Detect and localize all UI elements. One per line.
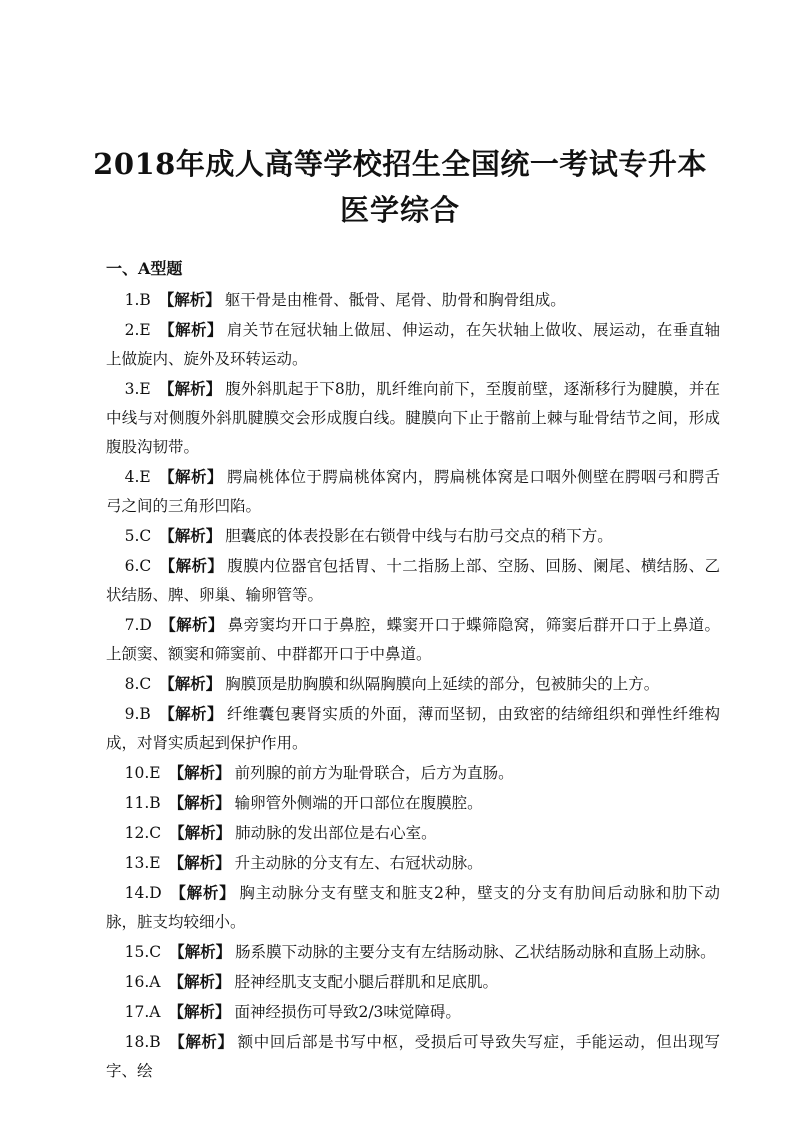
analysis-tag: 【解析】 [159, 526, 222, 545]
answer-number: 13.E [124, 854, 161, 872]
answer-item [106, 374, 720, 462]
analysis-tag: 【解析】 [158, 290, 221, 309]
answer-text: 输卵管外侧端的开口部位在腹膜腔。 [234, 794, 483, 812]
analysis-tag: 【解析】 [168, 1002, 231, 1021]
answer-number: 5.C [124, 527, 152, 545]
answer-text: 额中回后部是书写中枢，受损后可导致失写症，手能运动，但出现写字、绘 [106, 1033, 720, 1080]
answer-number: 8.C [124, 675, 152, 693]
answer-item [106, 315, 720, 374]
answer-item [106, 848, 720, 878]
analysis-tag: 【解析】 [168, 793, 231, 812]
analysis-tag: 【解析】 [168, 763, 231, 782]
answer-item [106, 669, 720, 699]
answer-number: 10.E [124, 764, 161, 782]
analysis-tag: 【解析】 [159, 615, 224, 634]
analysis-tag: 【解析】 [168, 1032, 234, 1051]
answer-text: 升主动脉的分支有左、右冠状动脉。 [234, 854, 483, 872]
answer-number: 15.C [124, 943, 162, 961]
answer-number: 11.B [124, 794, 161, 812]
answer-text: 肩关节在冠状轴上做屈、伸运动，在矢状轴上做收、展运动，在垂直轴上做旋内、旋外及环转运动。 [106, 321, 720, 368]
answer-text: 纤维囊包裹肾实质的外面，薄而坚韧，由致密的结缔组织和弹性纤维构成，对肾实质起到保护作用。 [106, 705, 720, 752]
answer-item [106, 788, 720, 818]
answer-text: 腹膜内位器官包括胃、十二指肠上部、空肠、回肠、阑尾、横结肠、乙状结肠、脾、卵巢、输卵管等。 [106, 557, 720, 604]
answer-item [106, 285, 720, 315]
answer-item [106, 937, 720, 967]
analysis-tag: 【解析】 [159, 674, 222, 693]
analysis-tag: 【解析】 [158, 704, 223, 723]
answer-text: 腭扁桃体位于腭扁桃体窝内，腭扁桃体窝是口咽外侧壁在腭咽弓和腭舌弓之间的三角形凹陷。 [106, 468, 720, 515]
answer-item [106, 610, 720, 669]
answer-text: 腹外斜肌起于下8肋，肌纤维向前下，至腹前壁，逐渐移行为腱膜，并在中线与对侧腹外斜肌腱膜交会形成腹白线。腱膜向下止于髂前上棘与耻骨结节之间，形成腹股沟韧带。 [106, 380, 720, 456]
answer-item [106, 758, 720, 788]
answer-number: 4.E [124, 468, 151, 486]
analysis-tag: 【解析】 [169, 942, 232, 961]
answer-text: 胫神经肌支支配小腿后群肌和足底肌。 [234, 973, 498, 991]
answer-number: 6.C [124, 557, 152, 575]
answer-item [106, 997, 720, 1027]
document-subtitle: 医学综合 [339, 193, 460, 227]
answer-text: 肺动脉的发出部位是右心室。 [235, 824, 437, 842]
analysis-tag: 【解析】 [158, 379, 222, 398]
analysis-tag: 【解析】 [168, 972, 231, 991]
answer-text: 胸主动脉分支有壁支和脏支2种，壁支的分支有肋间后动脉和肋下动脉，脏支均较细小。 [106, 884, 720, 931]
answer-item [106, 699, 720, 758]
analysis-tag: 【解析】 [168, 853, 231, 872]
answer-item [106, 521, 720, 551]
answer-number: 12.C [124, 824, 162, 842]
answer-text: 胆囊底的体表投影在右锁骨中线与右肋弓交点的稍下方。 [225, 527, 613, 545]
document-title: 2018年成人高等学校招生全国统一考试专升本 [93, 147, 707, 181]
answer-list [106, 285, 720, 1086]
answer-item [106, 878, 720, 937]
answer-text: 前列腺的前方为耻骨联合，后方为直肠。 [234, 764, 514, 782]
answer-text: 鼻旁窦均开口于鼻腔，蝶窦开口于蝶筛隐窝，筛窦后群开口于上鼻道。上颌窦、额窦和筛窦前、中群都开口于中鼻道。 [106, 616, 720, 663]
section-heading: 一、A型题 [106, 259, 183, 278]
answer-item [106, 967, 720, 997]
answer-number: 17.A [124, 1003, 161, 1021]
answer-text: 躯干骨是由椎骨、骶骨、尾骨、肋骨和胸骨组成。 [224, 291, 566, 309]
answer-number: 16.A [124, 973, 161, 991]
answer-number: 18.B [124, 1033, 161, 1051]
analysis-tag: 【解析】 [169, 883, 236, 902]
answer-item [106, 462, 720, 521]
answer-number: 9.B [124, 705, 151, 723]
analysis-tag: 【解析】 [169, 823, 232, 842]
answer-text: 面神经损伤可导致2/3味觉障碍。 [234, 1003, 461, 1021]
analysis-tag: 【解析】 [159, 556, 224, 575]
answer-number: 3.E [124, 380, 151, 398]
answer-item [106, 551, 720, 610]
answer-item [106, 818, 720, 848]
answer-number: 2.E [124, 321, 151, 339]
analysis-tag: 【解析】 [158, 320, 223, 339]
answer-text: 肠系膜下动脉的主要分支有左结肠动脉、乙状结肠动脉和直肠上动脉。 [235, 943, 716, 961]
answer-item [106, 1027, 720, 1086]
answer-number: 14.D [124, 884, 162, 902]
answer-number: 1.B [124, 291, 151, 309]
answer-text: 胸膜顶是肋胸膜和纵隔胸膜向上延续的部分，包被肺尖的上方。 [225, 675, 660, 693]
analysis-tag: 【解析】 [158, 467, 223, 486]
answer-number: 7.D [124, 616, 152, 634]
